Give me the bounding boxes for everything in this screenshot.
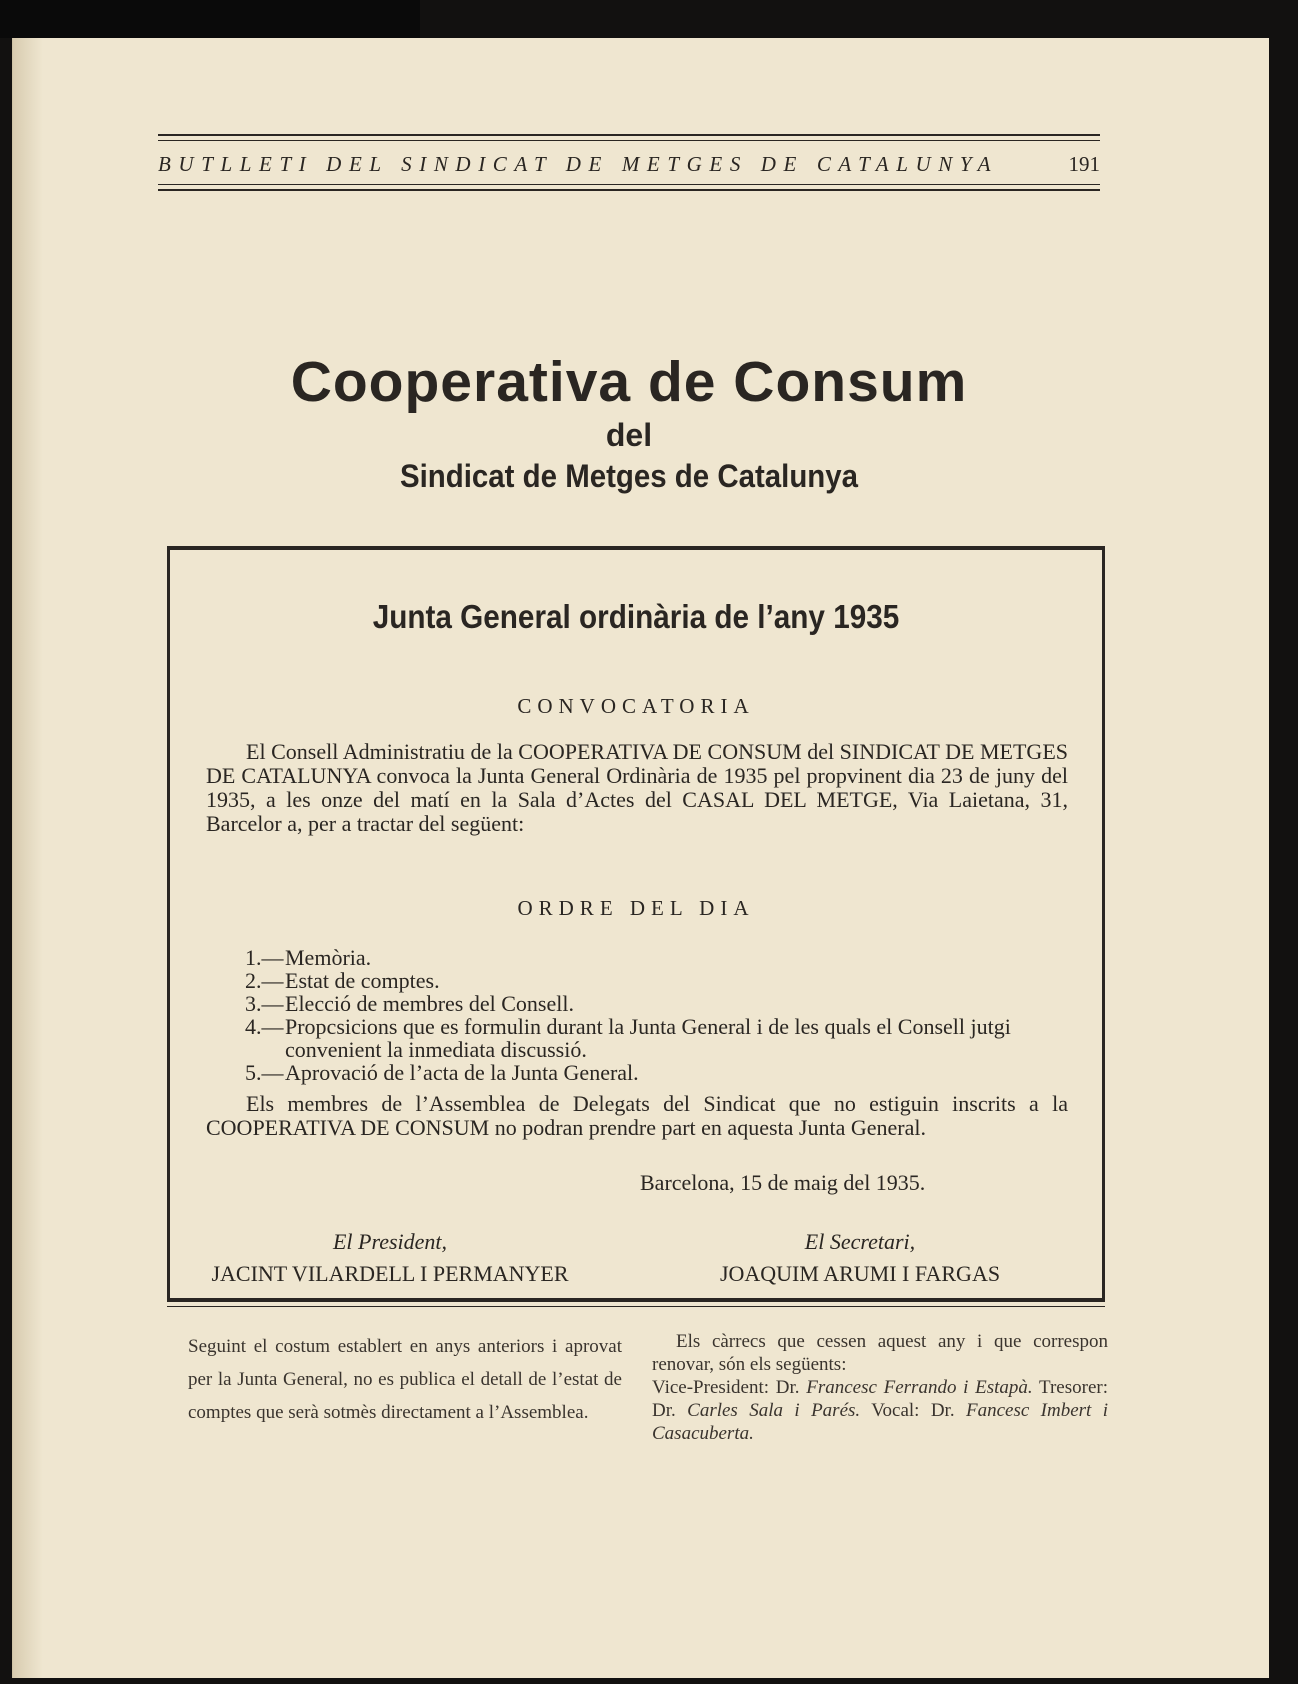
convocatoria-heading: CONVOCATORIA [517, 694, 755, 718]
notice-bottom-rule [167, 1298, 1105, 1302]
vocal-name: Fancesc Imbert i Casacuberta. [652, 1400, 1109, 1444]
running-head-rule-top [158, 134, 1100, 136]
closing-paragraph: Els membres de l’Assemblea de Delegats del Sindicat que no estiguin inscrits a la COOPERATIVA DE CONSUM no podran prendre part en aquesta Junta General. [206, 1091, 1068, 1140]
agenda-number: 3.— [245, 991, 284, 1016]
running-head-rule-top-thin [158, 140, 1100, 141]
treasurer-label: Tresorer: Dr. [652, 1377, 1109, 1421]
title-block [158, 350, 1100, 498]
secretary-name: JOAQUIM ARUMI I FARGAS [719, 1261, 1001, 1286]
page-number: 191 [1068, 152, 1100, 176]
agenda-text: Elecció de membres del Consell. [285, 991, 574, 1016]
treasurer-name: Carles Sala i Parés. [687, 1400, 861, 1421]
notice-box [167, 546, 1105, 1298]
subtitle-del: del [605, 417, 653, 453]
agenda-text: Memòria. [285, 945, 372, 970]
positions-intro: Els càrrecs que cessen aquest any i que correspon renovar, són els següents: [652, 1331, 1108, 1375]
running-head-title: BUTLLETI DEL SINDICAT DE METGES DE CATALUNYA [158, 152, 999, 176]
agenda-item [245, 992, 1085, 1015]
agenda-text: Propcsicions que es formulin durant la Junta General i de les quals el Consell jutgi convenient la inmediata discussió. [285, 1014, 1011, 1062]
subtitle-sindicat: Sindicat de Metges de Catalunya [399, 458, 859, 494]
scan-edge [0, 0, 420, 38]
agenda-number: 5.— [245, 1060, 284, 1085]
accounts-note: Seguint el costum establert en anys anteriors i aprovat per la Junta General, no es publica el detall de l’estat de comptes que serà sotmès directament a l’Assemblea. [188, 1336, 622, 1423]
president-signature [170, 1226, 610, 1290]
secretary-role: El Secretari, [804, 1229, 916, 1254]
vp-label: Vice-President: Dr. [652, 1377, 800, 1398]
agenda-item [245, 946, 1085, 969]
secretary-signature [640, 1226, 1080, 1290]
agenda-item [245, 1015, 1085, 1061]
binding-shadow [13, 38, 43, 1678]
positions-list [652, 1376, 1108, 1445]
notice-title: Junta General ordinària de l’any 1935 [372, 598, 900, 635]
agenda-text: Aprovació de l’acta de la Junta General. [285, 1060, 639, 1085]
president-name: JACINT VILARDELL I PERMANYER [211, 1261, 569, 1286]
running-head-rule-bottom [158, 189, 1100, 191]
agenda-list [245, 946, 1085, 1084]
main-title: Cooperativa de Consum [290, 350, 968, 414]
ordre-del-dia-heading: ORDRE DEL DIA [517, 896, 755, 920]
notice-bottom-rule-thin [167, 1306, 1105, 1307]
agenda-text: Estat de comptes. [285, 968, 440, 993]
agenda-item [245, 969, 1085, 992]
positions-note [652, 1330, 1108, 1445]
agenda-item [245, 1061, 1085, 1084]
vp-name: Francesc Ferrando i Estapà. [806, 1377, 1033, 1398]
running-head-rule-bottom-thin [158, 184, 1100, 185]
running-head [158, 134, 1100, 196]
president-role: El President, [332, 1229, 448, 1254]
agenda-number: 1.— [245, 945, 284, 970]
convocatoria-paragraph: El Consell Administratiu de la COOPERATIVA DE CONSUM del SINDICAT DE METGES DE CATALUNYA convoca la Junta General Ordinària de 1935 pel propvinent dia 23 de juny del 1935, a les onze del matí en la Sala d’Actes del CASAL DEL METGE, Via Laietana, 31, Barcelor a, per a tractar del següent: [206, 739, 1068, 836]
place-date: Barcelona, 15 de maig del 1935. [640, 1170, 926, 1195]
vocal-label: Vocal: Dr. [871, 1400, 955, 1421]
agenda-number: 4.— [245, 1014, 284, 1039]
agenda-number: 2.— [245, 968, 284, 993]
